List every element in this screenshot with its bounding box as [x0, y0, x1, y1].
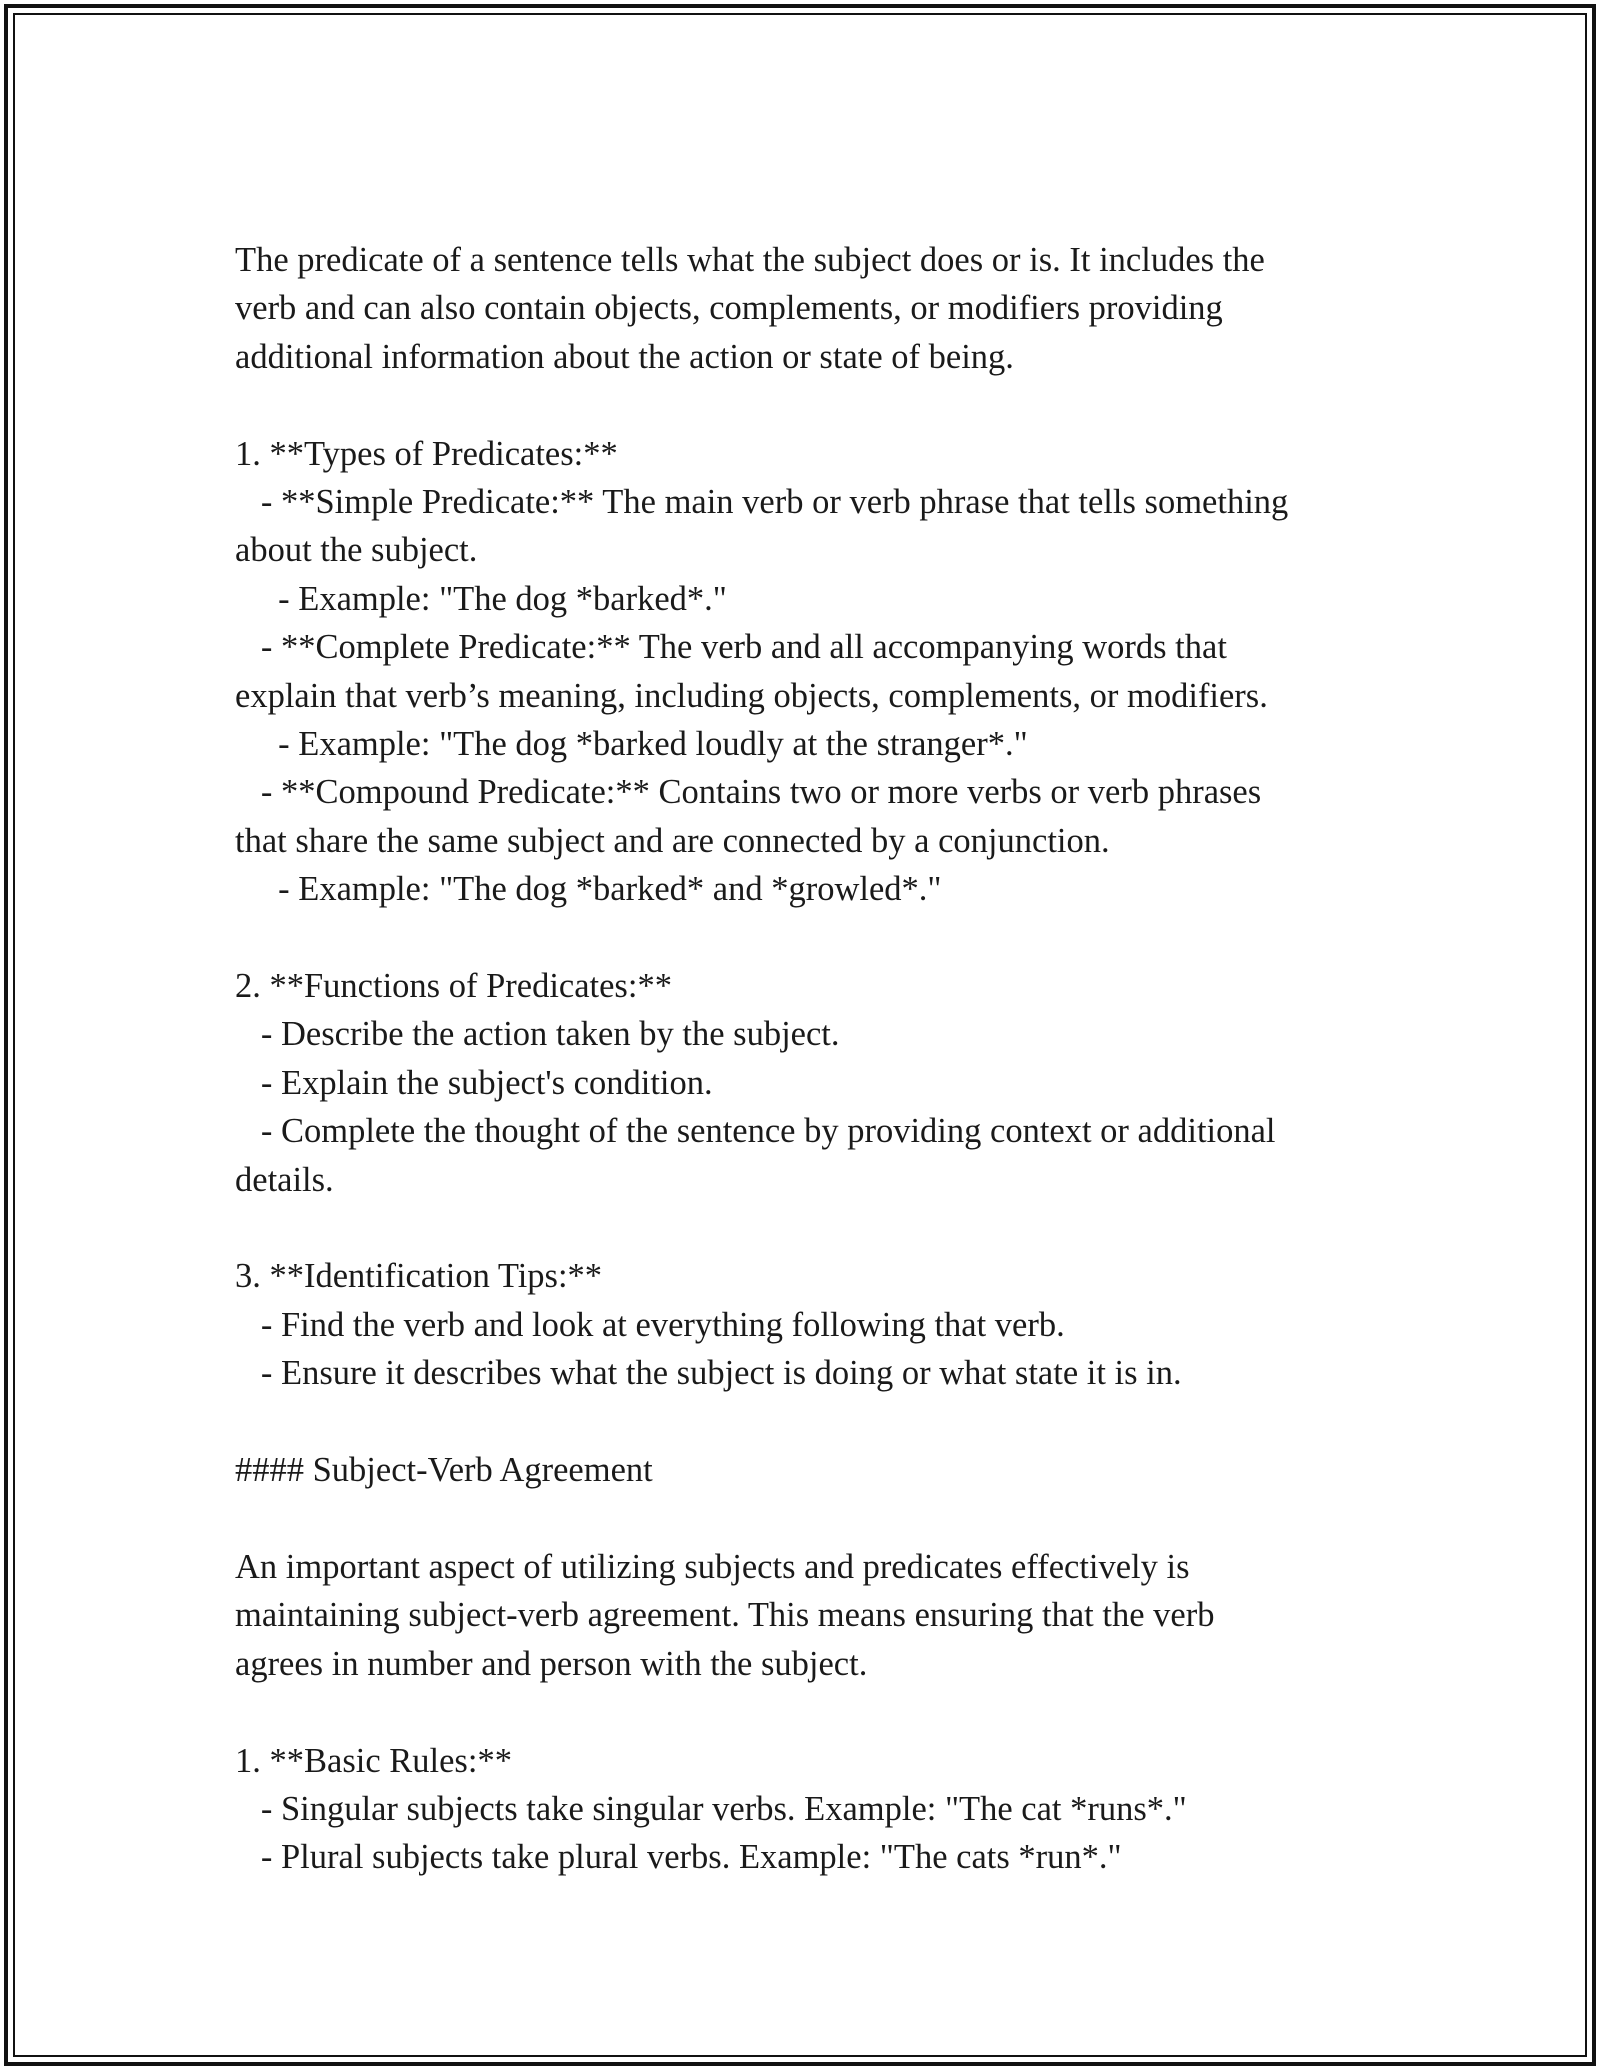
agreement-intro-paragraph [235, 1543, 1385, 1688]
text-line: verb and can also contain objects, complements, or modifiers providing [235, 289, 1223, 328]
list-item: - Ensure it describes what the subject is doing or what state it is in. [235, 1354, 1182, 1393]
blank-line [235, 1204, 1385, 1252]
subject-verb-agreement-heading: #### Subject-Verb Agreement [235, 1451, 653, 1490]
list-item-continuation: that share the same subject and are connected by a conjunction. [235, 821, 1110, 860]
list-item: - Find the verb and look at everything following that verb. [235, 1305, 1065, 1344]
basic-rules-section [235, 1737, 1385, 1882]
list-item: - Complete the thought of the sentence by providing context or additional [235, 1112, 1276, 1151]
section-heading: 1. **Basic Rules:** [235, 1741, 512, 1780]
text-line: additional information about the action or state of being. [235, 337, 1014, 376]
intro-paragraph [235, 236, 1385, 381]
example-item: - Example: "The dog *barked*." [235, 579, 727, 618]
example-item: - Example: "The dog *barked loudly at the stranger*." [235, 725, 1028, 764]
blank-line [235, 381, 1385, 429]
list-item: - Explain the subject's condition. [235, 1063, 713, 1102]
blank-line [235, 1688, 1385, 1736]
list-item: - **Compound Predicate:** Contains two or more verbs or verb phrases [235, 773, 1262, 812]
text-line: The predicate of a sentence tells what the subject does or is. It includes the [235, 241, 1265, 279]
example-item: - Example: "The dog *barked* and *growled*." [235, 870, 942, 909]
section-heading: 3. **Identification Tips:** [235, 1257, 603, 1296]
text-line: An important aspect of utilizing subjects and predicates effectively is [235, 1547, 1190, 1586]
list-item: - Describe the action taken by the subject. [235, 1015, 840, 1054]
document-body [235, 236, 1385, 1882]
list-item-continuation: about the subject. [235, 531, 478, 570]
list-item-continuation: explain that verb’s meaning, including objects, complements, or modifiers. [235, 676, 1268, 715]
functions-of-predicates-section [235, 962, 1385, 1204]
section-heading: 2. **Functions of Predicates:** [235, 967, 672, 1006]
list-item: - Singular subjects take singular verbs. Example: "The cat *runs*." [235, 1789, 1187, 1828]
blank-line [235, 1398, 1385, 1446]
text-line: agrees in number and person with the subject. [235, 1644, 868, 1683]
list-item-continuation: details. [235, 1160, 334, 1199]
blank-line [235, 914, 1385, 962]
text-line: maintaining subject-verb agreement. This means ensuring that the verb [235, 1596, 1215, 1635]
blank-line [235, 1495, 1385, 1543]
list-item: - Plural subjects take plural verbs. Example: "The cats *run*." [235, 1838, 1122, 1877]
section-heading: 1. **Types of Predicates:** [235, 434, 618, 473]
list-item: - **Complete Predicate:** The verb and all accompanying words that [235, 628, 1227, 667]
types-of-predicates-section [235, 430, 1385, 914]
list-item: - **Simple Predicate:** The main verb or verb phrase that tells something [235, 483, 1289, 522]
identification-tips-section [235, 1252, 1385, 1397]
